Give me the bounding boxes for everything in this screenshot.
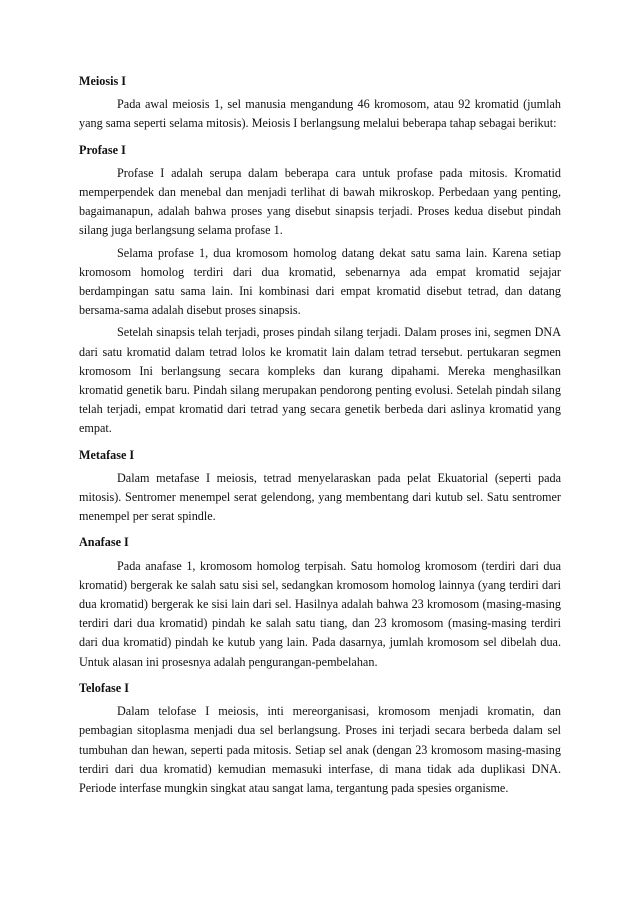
paragraph: Pada anafase 1, kromosom homolog terpisah. Satu homolog kromosom (terdiri dari dua kromatid) bergerak ke salah satu sisi sel, sedangkan kromosom homolog lainnya (yang terdiri dari dua kromatid) bergerak ke sisi lain dari sel. Hasilnya adalah bahwa 23 kromosom (masing-masing terdiri dari dua kromatid) pindah ke salah satu tiang, dan 23 kromosom (masing-masing terdiri dari dua kromatid) pindah ke kutub yang lain. Pada dasarnya, jumlah kromosom sel dibelah dua. Untuk alasan ini prosesnya adalah pengurangan-pembelahan. (79, 558, 561, 669)
section-profase-1 (79, 137, 561, 442)
section-heading: Telofase I (79, 680, 129, 695)
section-heading: Metafase I (79, 447, 135, 462)
section-meiosis-1 (79, 72, 561, 137)
paragraph: Pada awal meiosis 1, sel manusia mengandung 46 kromosom, atau 92 kromatid (jumlah yang sama seperti selama mitosis). Meiosis I berlangsung melalui beberapa tahap sebagai berikut: (79, 97, 561, 131)
section-metafase-1 (79, 442, 561, 530)
paragraph: Selama profase 1, dua kromosom homolog datang dekat satu sama lain. Karena setiap kromosom homolog terdiri dari dua kromatid, sebenarnya ada empat kromatid sejajar berdampingan satu sama lain. Ini kombinasi dari empat kromatid disebut tetrad, dan datang bersama-sama adalah disebut proses sinapsis. (79, 245, 561, 318)
paragraph: Profase I adalah serupa dalam beberapa cara untuk profase pada mitosis. Kromatid memperpendek dan menebal dan menjadi terlihat di bawah mikroskop. Perbedaan yang penting, bagaimanapun, adalah bahwa proses yang disebut sinapsis terjadi. Proses kedua disebut pindah silang juga berlangsung selama profase 1. (79, 165, 561, 238)
paragraph: Dalam telofase I meiosis, inti mereorganisasi, kromosom menjadi kromatin, dan pembagian sitoplasma menjadi dua sel berlangsung. Proses ini terjadi secara berbeda dalam sel tumbuhan dan hewan, seperti pada mitosis. Setiap sel anak (dengan 23 kromosom masing-masing terdiri dari dua kromatid) kemudian memasuki interfase, di mana tidak ada duplikasi DNA. Periode interfase mungkin singkat atau sangat lama, tergantung pada spesies organisme. (79, 704, 561, 795)
section-heading: Profase I (79, 142, 126, 157)
document-page (79, 72, 561, 801)
paragraph: Dalam metafase I meiosis, tetrad menyelaraskan pada pelat Ekuatorial (seperti pada mitosis). Sentromer menempel serat gelendong, yang membentang dari kutub sel. Satu sentromer menempel per serat spindle. (79, 470, 561, 524)
section-heading: Meiosis I (79, 74, 127, 88)
section-telofase-1 (79, 675, 561, 801)
paragraph: Setelah sinapsis telah terjadi, proses pindah silang terjadi. Dalam proses ini, segmen DNA dari satu kromatid dalam tetrad lolos ke kromatit lain dalam tetrad tersebut. pertukaran segmen kromosom Ini berlangsung secara kompleks dan kurang dipahami. Mereka menghasilkan kromatid genetik baru. Pindah silang merupakan pendorong penting evolusi. Setelah pindah silang telah terjadi, empat kromatid dari tetrad yang secara genetik berbeda dari aslinya kromatid yang empat. (79, 325, 561, 436)
section-anafase-1 (79, 529, 561, 674)
section-heading: Anafase I (79, 535, 129, 550)
